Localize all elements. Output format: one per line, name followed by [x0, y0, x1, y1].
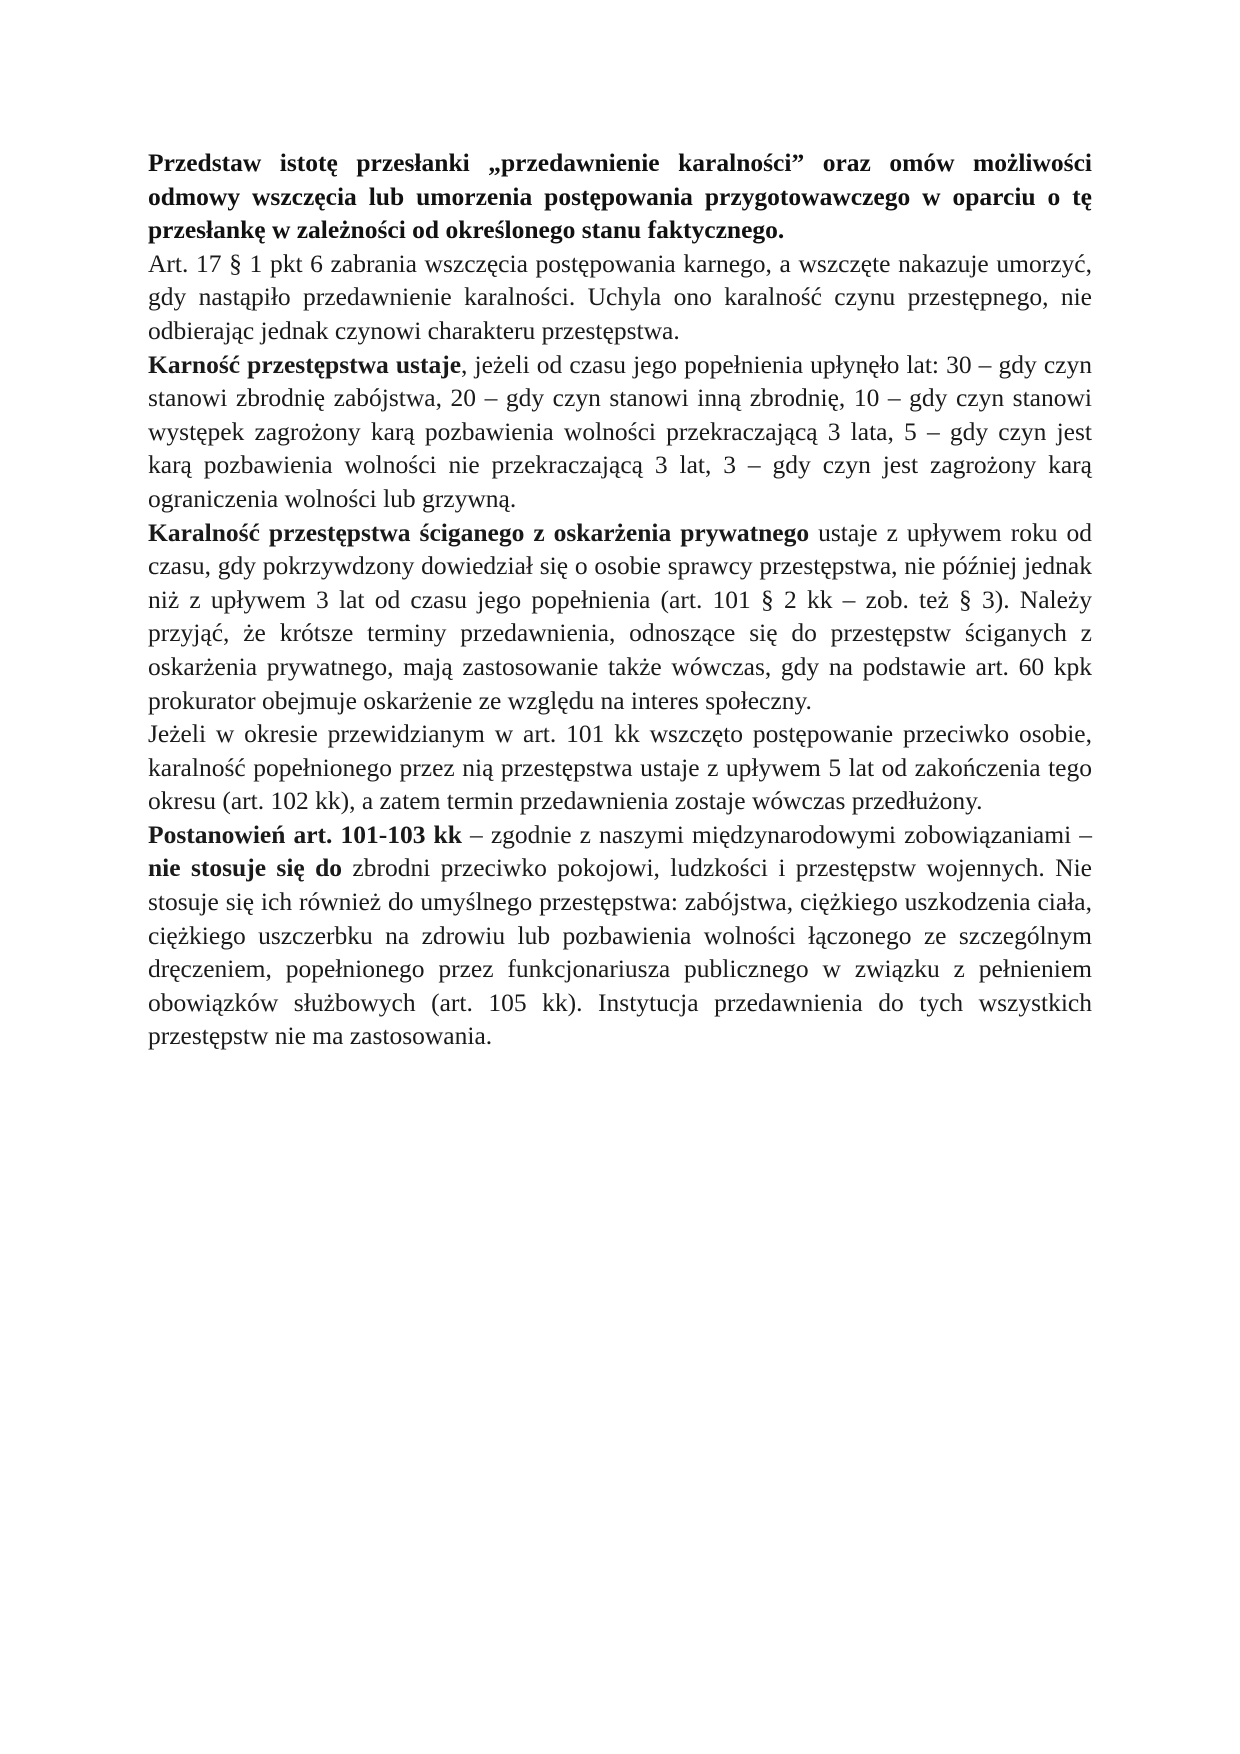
- paragraph-body: ustaje z upływem roku od czasu, gdy pokrzywdzony dowiedział się o osobie sprawcy przestępstwa, nie później jednak niż z upływem 3 lat od czasu jego popełnienia (art. 101 § 2 kk – zob. też § 3). Należy przyjąć, że krótsze terminy przedawnienia, odnoszące się do przestępstw ściganych z oskarżenia prywatnego, mają zastosowanie także wówczas, gdy na podstawie art. 60 kpk prokurator obejmuje oskarżenie ze względu na interes społeczny.: [148, 517, 1092, 715]
- paragraph-extension: Jeżeli w okresie przewidzianym w art. 101 kk wszczęto postępowanie przeciwko osobie, karalność popełnionego przez nią przestępstwa ustaje z upływem 5 lat od zakończenia tego okresu (art. 102 kk), a zatem termin przedawnienia zostaje wówczas przedłużony.: [148, 719, 1092, 816]
- document-page: [148, 146, 1092, 1053]
- question-heading: Przedstaw istotę przesłanki „przedawnienie karalności” oraz omów możliwości odmowy wszczęcia lub umorzenia postępowania przygotowawczego w oparciu o tę przesłankę w zależności od określonego stanu faktycznego.: [148, 148, 1092, 245]
- paragraph-art-17: Art. 17 § 1 pkt 6 zabrania wszczęcia postępowania karnego, a wszczęte nakazuje umorzyć, gdy nastąpiło przedawnienie karalności. Uchyla ono karalność czynu przestępnego, nie odbierając jednak czynowi charakteru przestępstwa.: [148, 248, 1092, 345]
- paragraph-body: , jeżeli od czasu jego popełnienia upłynęło lat: 30 – gdy czyn stanowi zbrodnię zabójstwa, 20 – gdy czyn stanowi inną zbrodnię, 10 – gdy czyn stanowi występek zagrożony karą pozbawienia wolności przekraczającą 3 lata, 5 – gdy czyn jest karą pozbawienia wolności nie przekraczającą 3 lat, 3 – gdy czyn jest zagrożony karą ograniczenia wolności lub grzywną.: [148, 349, 1092, 513]
- paragraph-exclusions: [148, 818, 1092, 1053]
- paragraph-private-prosecution: [148, 516, 1092, 718]
- paragraph-limitation-periods: [148, 348, 1092, 516]
- paragraph-lead-bold: Karność przestępstwa ustaje: [148, 349, 462, 379]
- paragraph-body: zbrodni przeciwko pokojowi, ludzkości i przestępstw wojennych. Nie stosuje się ich również do umyślnego przestępstwa: zabójstwa, ciężkiego uszkodzenia ciała, ciężkiego uszczerbku na zdrowiu lub pozbawienia wolności łączonego ze szczególnym dręczeniem, popełnionego przez funkcjonariusza publicznego w związku z pełnieniem obowiązków służbowych (art. 105 kk). Instytucja przedawnienia do tych wszystkich przestępstw nie ma zastosowania.: [148, 853, 1092, 1051]
- paragraph-lead-bold: Karalność przestępstwa ściganego z oskarżenia prywatnego: [148, 517, 810, 547]
- paragraph-lead-bold: Postanowień art. 101-103 kk: [148, 819, 462, 849]
- paragraph-body: – zgodnie z naszymi międzynarodowymi zobowiązaniami –: [461, 819, 1092, 849]
- paragraph-emphasis-bold: nie stosuje się do: [148, 853, 343, 883]
